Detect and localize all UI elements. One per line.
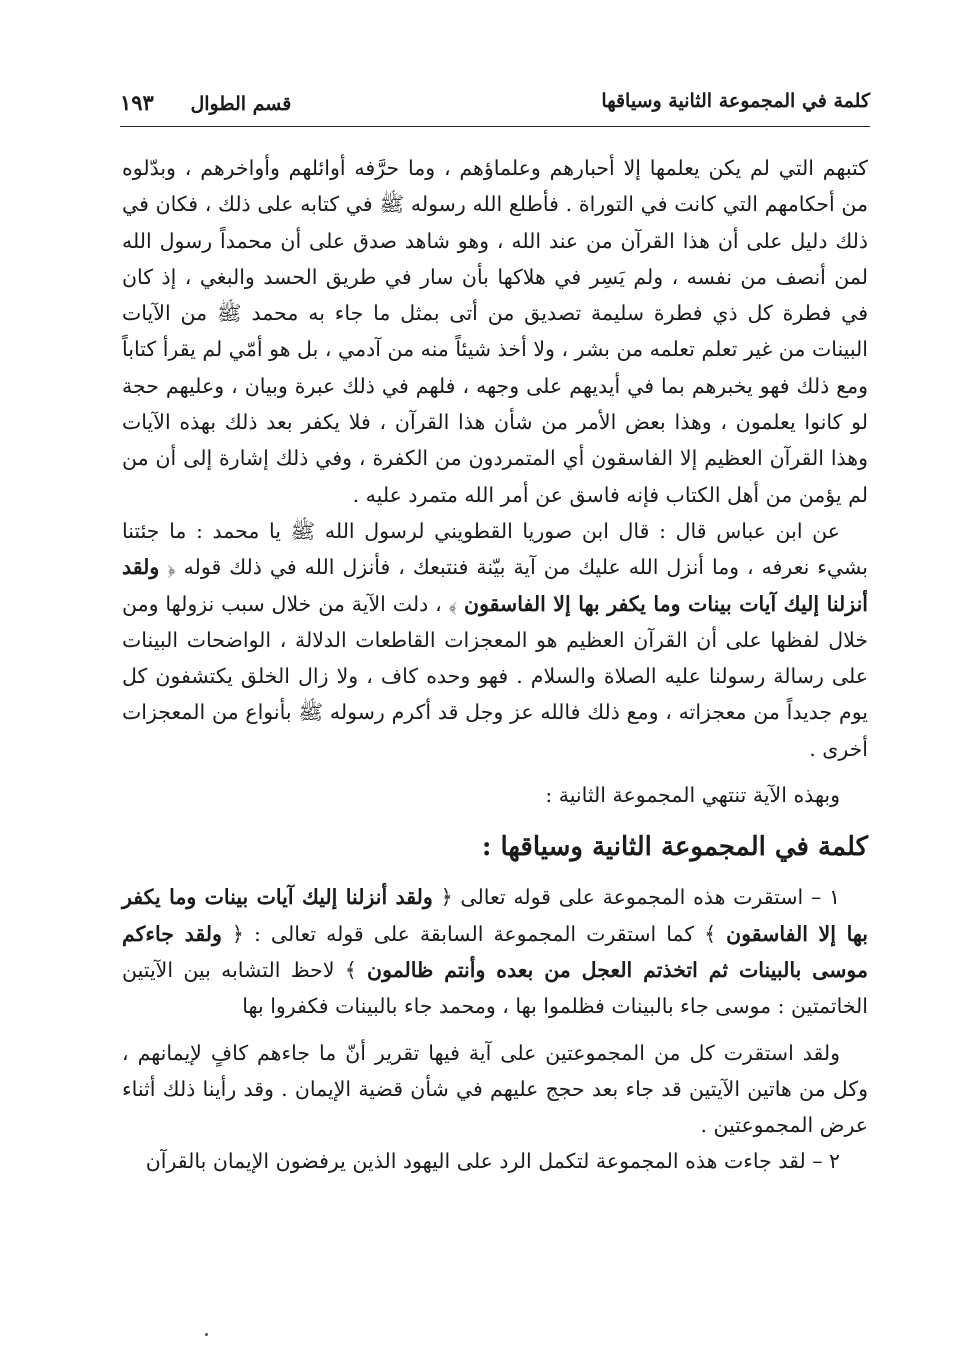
header-left [120,90,291,115]
paragraph-4-part-a: ١ – استقرت هذه المجموعة على قوله تعالى ﴿ [440,885,840,910]
paragraph-3: وبهذه الآية تنتهي المجموعة الثانية : [545,783,840,808]
quran-verse: ولقد أنزلنا إليك آيات بينات وما يكفر بها إلا الفاسقون [122,555,868,616]
chapter-title: كلمة في المجموعة الثانية وسياقها [601,90,870,112]
quran-verse-1: ولقد أنزلنا إليك آيات بينات وما يكفر بها إلا الفاسقون [122,885,868,946]
section-title: قسم الطوال [190,93,292,115]
paragraph-6: ٢ – لقد جاءت هذه المجموعة لتكمل الرد على اليهود الذين يرفضون الإيمان بالقرآن [145,1149,840,1174]
paragraph-5: ولقد استقرت كل من المجموعتين على آية فيها تقرير أنّ ما جاءهم كافٍ لإيمانهم ، وكل من هاتين الآيتين قد جاء بعد حجج عليهم في شأن قضية الإيمان . وقد رأينا ذلك أثناء عرض المجموعتين . [122,1040,868,1138]
paragraph-1: كتبهم التي لم يكن يعلمها إلا أحبارهم وعلماؤهم ، وما حرَّفه أوائلهم وأواخرهم ، وبدّلوه من أحكامهم التي كانت في التوراة . فأطلع الله رسوله ﷺ في كتابه على ذلك ، فكان في ذلك دليل على أن هذا القرآن من عند الله ، وهو شاهد صدق على أن محمداً رسول الله لمن أنصف من نفسه ، ولم يَسِر في هلاكها بأن سار في طريق الحسد والبغي ، إذ كان في فطرة كل ذي فطرة سليمة تصديق من أتى بمثل ما جاء به محمد ﷺ من الآيات البينات من غير تعلم تعلمه من بشر ، ولا أخذ شيئاً منه من آدمي ، بل هو أمّي لم يقرأ كتاباً ومع ذلك فهو يخبرهم بما في أيديهم على وجهه ، فلهم في ذلك عبرة وبيان ، وعليهم حجة لو كانوا يعلمون ، وهذا بعض الأمر من شأن هذا القرآن ، فلا يكفر بعد ذلك بهذه الآيات وهذا القرآن العظيم إلا الفاسقون أي المتمردون من الكفرة ، وفي ذلك إشارة إلى أن من لم يؤمن من أهل الكتاب فإنه فاسق عن أمر الله متمرد عليه . [122,156,868,507]
page-number: ١٩٣ [120,90,154,115]
page-speck [205,1333,208,1336]
body-text [122,150,868,1180]
running-header [120,86,870,127]
paragraph-2-part-a: عن ابن عباس قال : قال ابن صوريا القطويني لرسول الله ﷺ يا محمد : ما جئتنا بشيء نعرفه ، وما أنزل الله عليك من آية بيّنة فنتبعك ، فأنزل الله في ذلك قوله ﴿ [122,518,868,580]
paragraph-4-part-b: ﴾ كما استقرت المجموعة السابقة على قوله تعالى : ﴿ [231,921,717,946]
paragraph-4 [122,879,868,1024]
paragraph-4-part-c: ﴾ لاحظ التشابه بين الآيتين الخاتمتين : موسى جاء بالبينات فظلموا بها ، ومحمد جاء بالبينات فكفروا بها [122,957,868,1019]
quran-verse-2: ولقد جاءكم موسى بالبينات ثم اتخذتم العجل من بعده وأنتم ظالمون [122,921,868,982]
paragraph-2 [122,513,868,767]
section-heading: كلمة في المجموعة الثانية وسياقها : [481,832,868,863]
paragraph-2-part-b: ﴾ ، دلت الآية من خلال سبب نزولها ومن خلال لفظها على أن القرآن العظيم هو المعجزات القاطعات الدلالة ، الواضحات البينات على رسالة رسولنا عليه الصلاة والسلام . فهو وحده كاف ، ولا زال الخلق يكتشفون كل يوم جديداً من معجزاته ، ومع ذلك فالله عز وجل قد أكرم رسوله ﷺ بأنواع من المعجزات أخرى . [122,591,868,761]
